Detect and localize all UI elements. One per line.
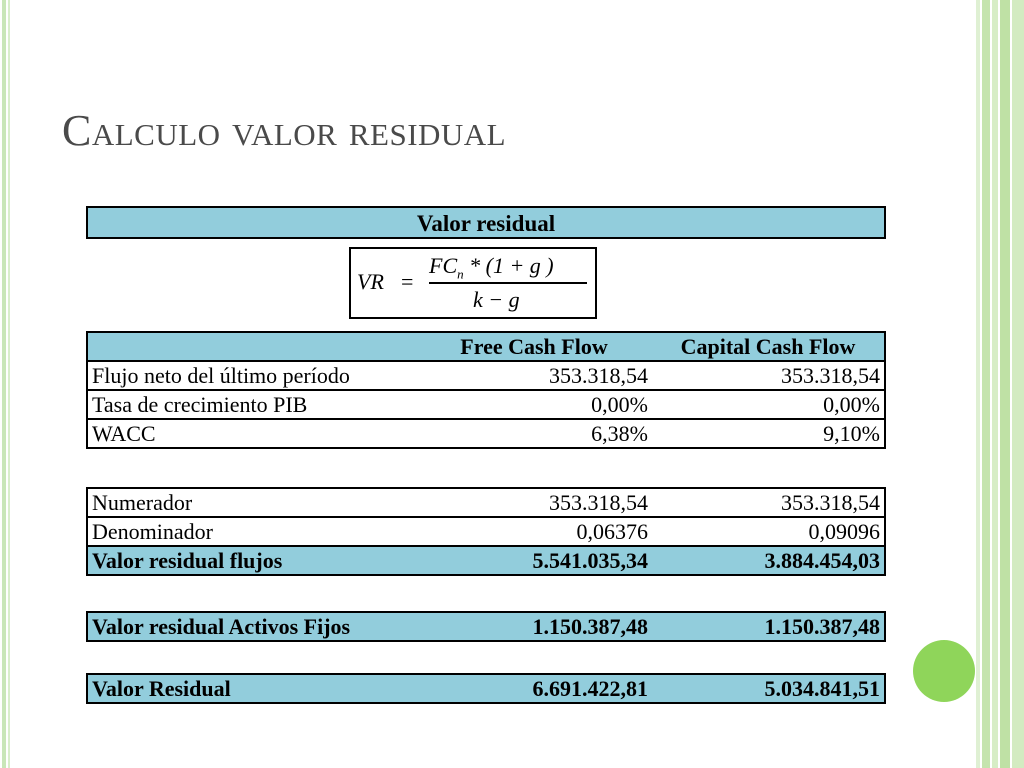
activos-fijos-table (86, 611, 886, 642)
calc-table (86, 487, 886, 576)
row-value-fcf: 0,06376 (416, 517, 652, 546)
formula-numerator: $FC_n * (1 + g$ ) (429, 253, 554, 282)
row-label: Denominador (87, 517, 416, 546)
slide-title: Calculo valor residual (62, 106, 507, 155)
row-value-ccf: 9,10% (652, 419, 885, 448)
row-value-fcf: 353.318,54 (416, 361, 652, 390)
formula-box (349, 247, 597, 319)
row-value-ccf: 1.150.387,48 (652, 612, 885, 641)
row-value-ccf: 353.318,54 (652, 488, 885, 517)
table-row (87, 517, 885, 546)
col-capital-cash-flow: Capital Cash Flow (652, 332, 885, 361)
row-label: WACC (87, 419, 416, 448)
row-value-fcf: 6,38% (416, 419, 652, 448)
table-row (87, 390, 885, 419)
table-row (87, 674, 885, 703)
table-row (87, 361, 885, 390)
row-value-fcf: 5.541.035,34 (416, 546, 652, 575)
row-label: Flujo neto del último período (87, 361, 416, 390)
valor-residual-total-table (86, 673, 886, 704)
inputs-table (86, 331, 886, 449)
table-row (87, 419, 885, 448)
table-row (87, 488, 885, 517)
right-decor-stripes (976, 0, 1024, 768)
left-decor-stripe (0, 0, 12, 768)
table-row (87, 612, 885, 641)
formula-equals: = (401, 269, 414, 294)
col-free-cash-flow: Free Cash Flow (416, 332, 652, 361)
green-circle-decor (913, 640, 975, 702)
row-label: Numerador (87, 488, 416, 517)
fraction-line (429, 282, 587, 284)
row-label: Valor residual flujos (87, 546, 416, 575)
valor-residual-header: Valor residual (86, 206, 886, 239)
formula-lhs: VR (357, 269, 384, 294)
row-value-ccf: 353.318,54 (652, 361, 885, 390)
row-value-fcf: 353.318,54 (416, 488, 652, 517)
row-label: Tasa de crecimiento PIB (87, 390, 416, 419)
row-label: Valor Residual (87, 674, 416, 703)
table-row-total (87, 546, 885, 575)
header-blank-cell (87, 332, 416, 361)
row-value-ccf: 3.884.454,03 (652, 546, 885, 575)
row-label: Valor residual Activos Fijos (87, 612, 416, 641)
row-value-ccf: 0,09096 (652, 517, 885, 546)
row-value-ccf: 5.034.841,51 (652, 674, 885, 703)
row-value-ccf: 0,00% (652, 390, 885, 419)
formula-denominator: k − g (473, 287, 520, 312)
row-value-fcf: 0,00% (416, 390, 652, 419)
row-value-fcf: 1.150.387,48 (416, 612, 652, 641)
row-value-fcf: 6.691.422,81 (416, 674, 652, 703)
